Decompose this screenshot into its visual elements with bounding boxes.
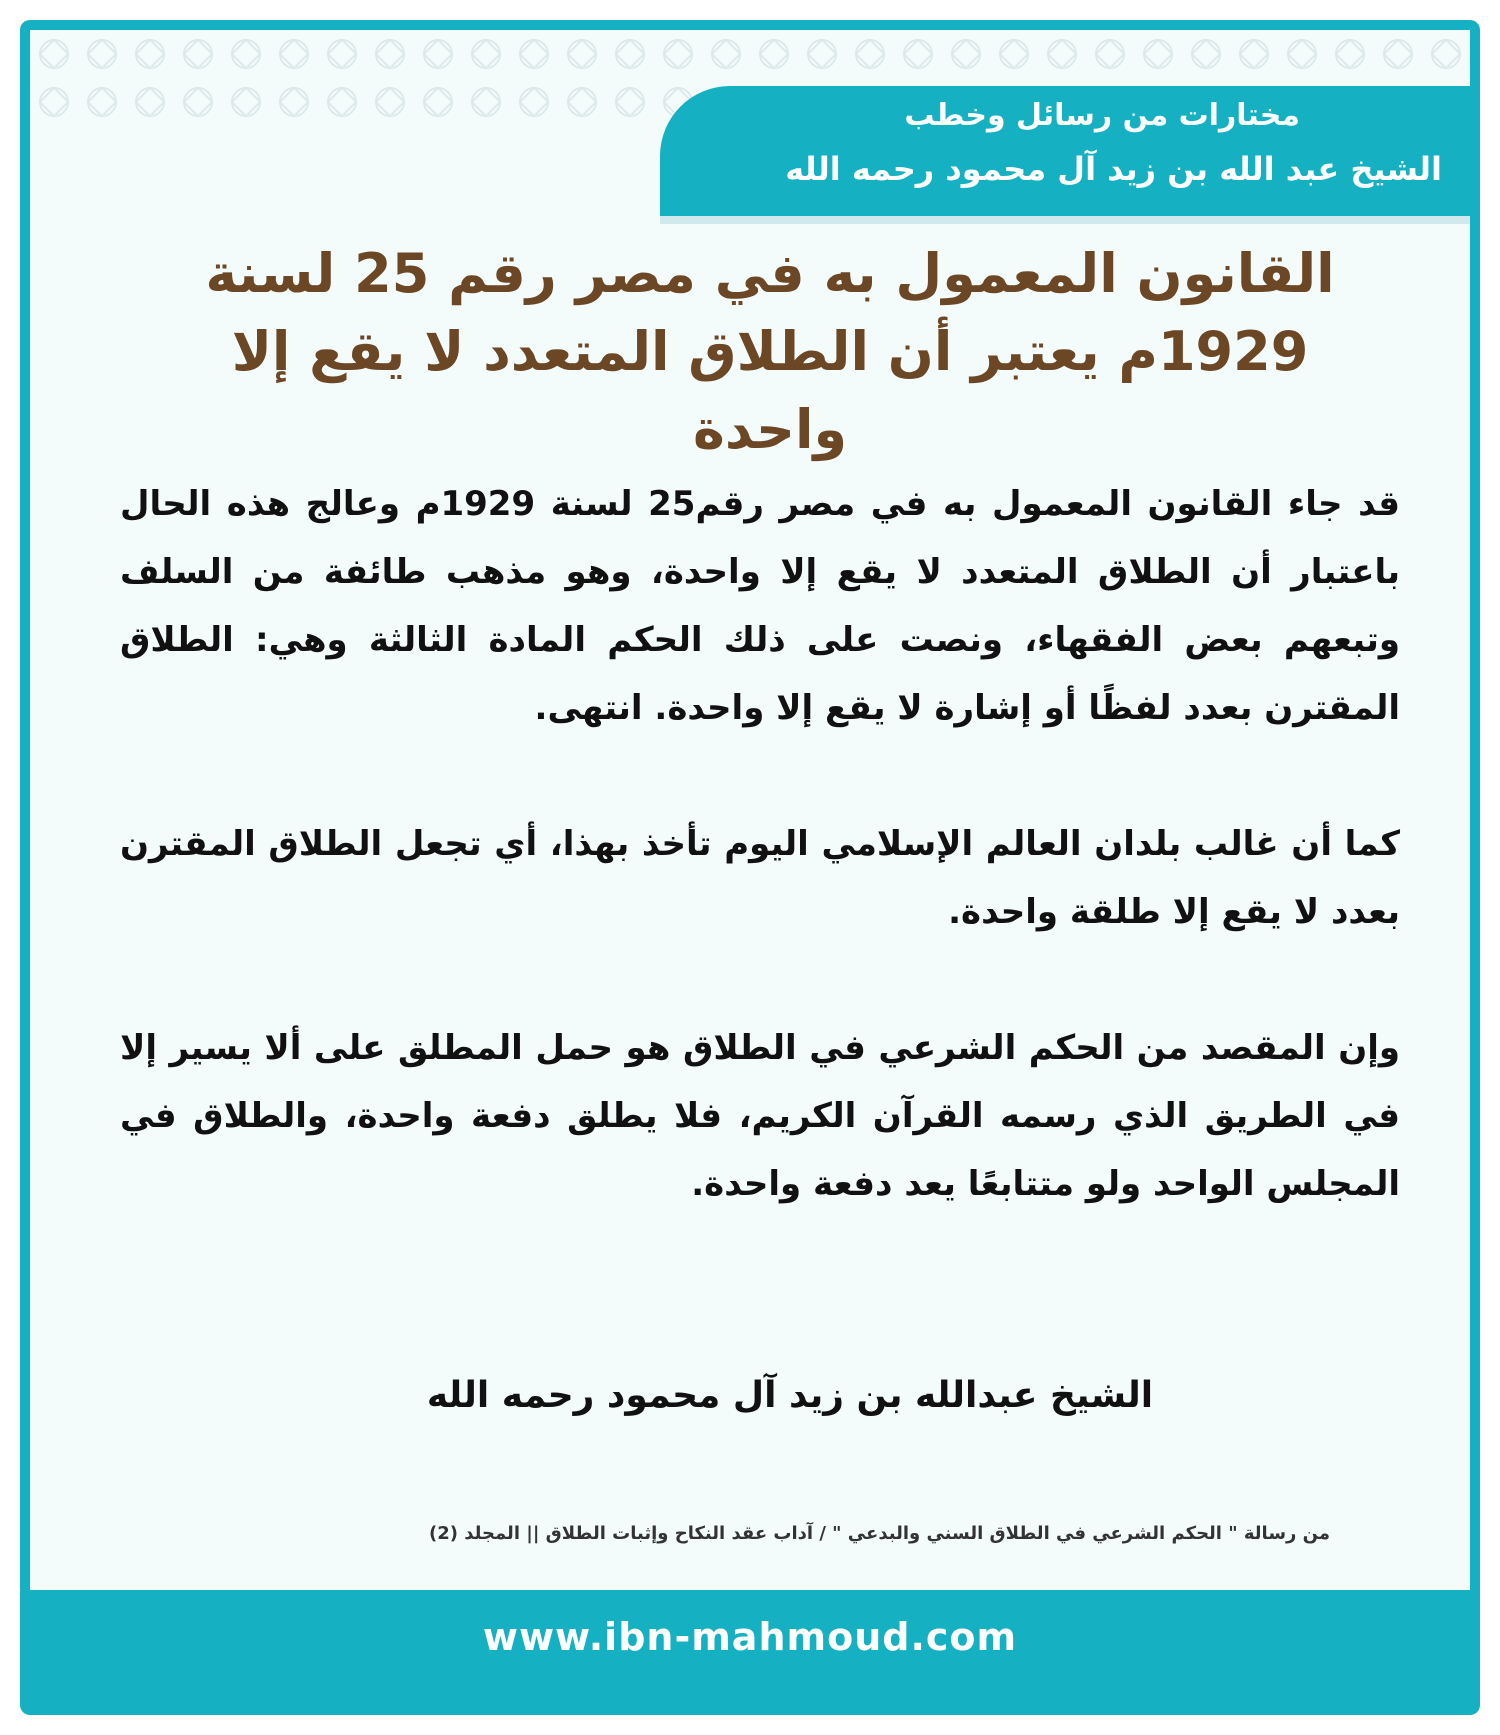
website-link[interactable]: www.ibn-mahmoud.com: [482, 1615, 1018, 1659]
source-citation: من رسالة " الحكم الشرعي في الطلاق السني والبدعي " / آداب عقد النكاح وإثبات الطلاق || المجلد (2): [429, 1523, 1330, 1544]
header-band: [660, 86, 1470, 216]
header-series-title: مختارات من رسائل وخطب: [904, 98, 1300, 133]
article-body: [120, 470, 1400, 1286]
header-author: الشيخ عبد الله بن زيد آل محمود رحمه الله: [785, 150, 1442, 188]
body-paragraph-3: وإن المقصد من الحكم الشرعي في الطلاق هو حمل المطلق على ألا يسير إلا في الطريق الذي رسمه القرآن الكريم، فلا يطلق دفعة واحدة، والطلاق في المجلس الواحد ولو متتابعًا يعد دفعة واحدة.: [120, 1028, 1400, 1204]
article-title: القانون المعمول به في مصر رقم 25 لسنة 1929م يعتبر أن الطلاق المتعدد لا يقع إلا واحدة: [205, 242, 1335, 461]
body-paragraph-2: كما أن غالب بلدان العالم الإسلامي اليوم تأخذ بهذا، أي تجعل الطلاق المقترن بعدد لا يقع إلا طلقة واحدة.: [120, 824, 1400, 932]
body-paragraph-1: قد جاء القانون المعمول به في مصر رقم25 لسنة 1929م وعالج هذه الحال باعتبار أن الطلاق المتعدد لا يقع إلا واحدة، وهو مذهب طائفة من السلف وتبعهم بعض الفقهاء، ونصت على ذلك الحكم المادة الثالثة وهي: الطلاق المقترن بعدد لفظًا أو إشارة لا يقع إلا واحدة. انتهى.: [120, 484, 1400, 728]
author-signature: الشيخ عبدالله بن زيد آل محمود رحمه الله: [426, 1375, 1154, 1416]
